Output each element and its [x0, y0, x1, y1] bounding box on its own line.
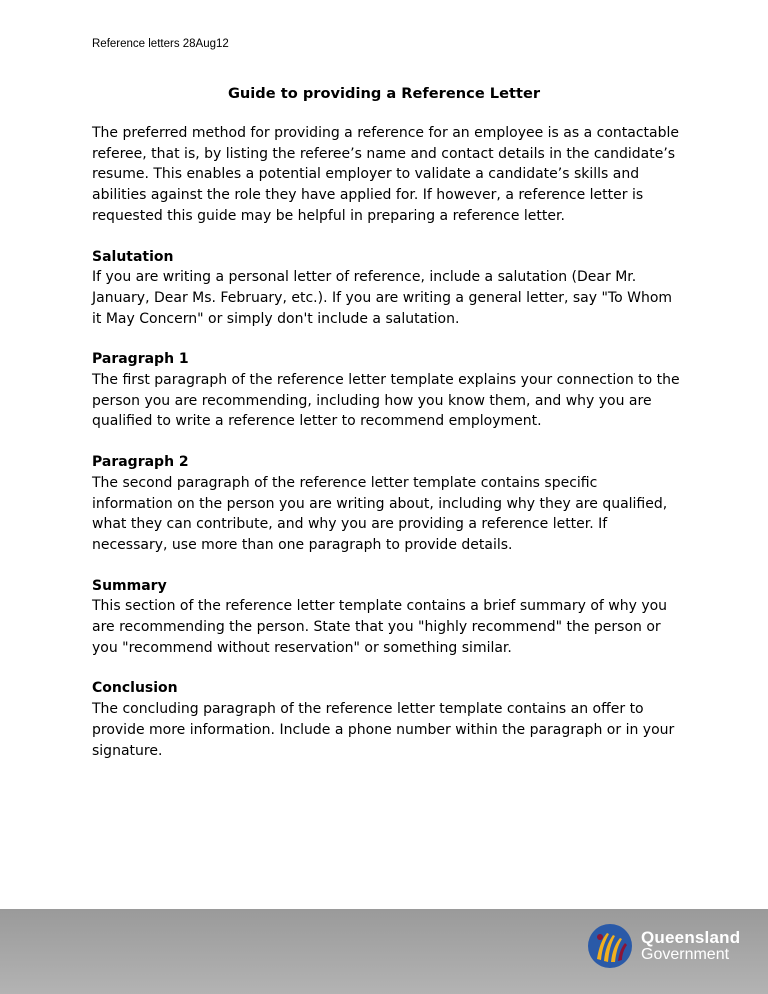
section-paragraph-2: [92, 452, 682, 556]
logo-wordmark: [641, 929, 740, 964]
section-summary: [92, 576, 682, 659]
section-body: The first paragraph of the reference letter template explains your connection to the person you are recommending, including how you know them, and why you are qualified to write a reference letter to recommend employment.: [92, 372, 680, 430]
queensland-crest-icon: [587, 923, 633, 969]
section-body: The concluding paragraph of the reference letter template contains an offer to provide more information. Include a phone number within the paragraph or in your signature.: [92, 701, 675, 759]
document-title: Guide to providing a Reference Letter: [227, 85, 541, 102]
section-salutation: [92, 247, 682, 330]
section-heading: Paragraph 1: [92, 351, 189, 368]
document-body: [92, 123, 682, 761]
section-conclusion: [92, 678, 682, 761]
section-heading: Paragraph 2: [92, 454, 189, 471]
section-body: The second paragraph of the reference letter template contains specific information on the person you are writing about, including why they are qualified, what they can contribute, and why you are providing a reference letter. If necessary, use more than one paragraph to provide details.: [92, 474, 668, 553]
section-heading: Summary: [92, 577, 167, 594]
queensland-government-logo: [587, 923, 740, 969]
section-heading: Conclusion: [92, 680, 178, 697]
intro-paragraph: The preferred method for providing a reference for an employee is as a contactable referee, that is, by listing the referee’s name and contact details in the candidate’s resume. This enables a potential employer to validate a candidate’s skills and abilities against the role they have applied for. If however, a reference letter is requested this guide may be helpful in preparing a reference letter.: [92, 125, 679, 224]
logo-line-queensland: Queensland: [641, 927, 741, 947]
logo-line-government: Government: [641, 945, 730, 963]
section-heading: Salutation: [92, 248, 174, 265]
section-body: If you are writing a personal letter of reference, include a salutation (Dear Mr. January, Dear Ms. February, etc.). If you are writing a general letter, say "To Whom it May Concern" or simply don't include a salutation.: [92, 269, 673, 327]
running-header: Reference letters 28Aug12: [92, 38, 229, 50]
section-paragraph-1: [92, 349, 682, 432]
section-body: This section of the reference letter template contains a brief summary of why you are recommending the person. State that you "highly recommend" the person or you "recommend without reservation" or something similar.: [92, 598, 668, 656]
